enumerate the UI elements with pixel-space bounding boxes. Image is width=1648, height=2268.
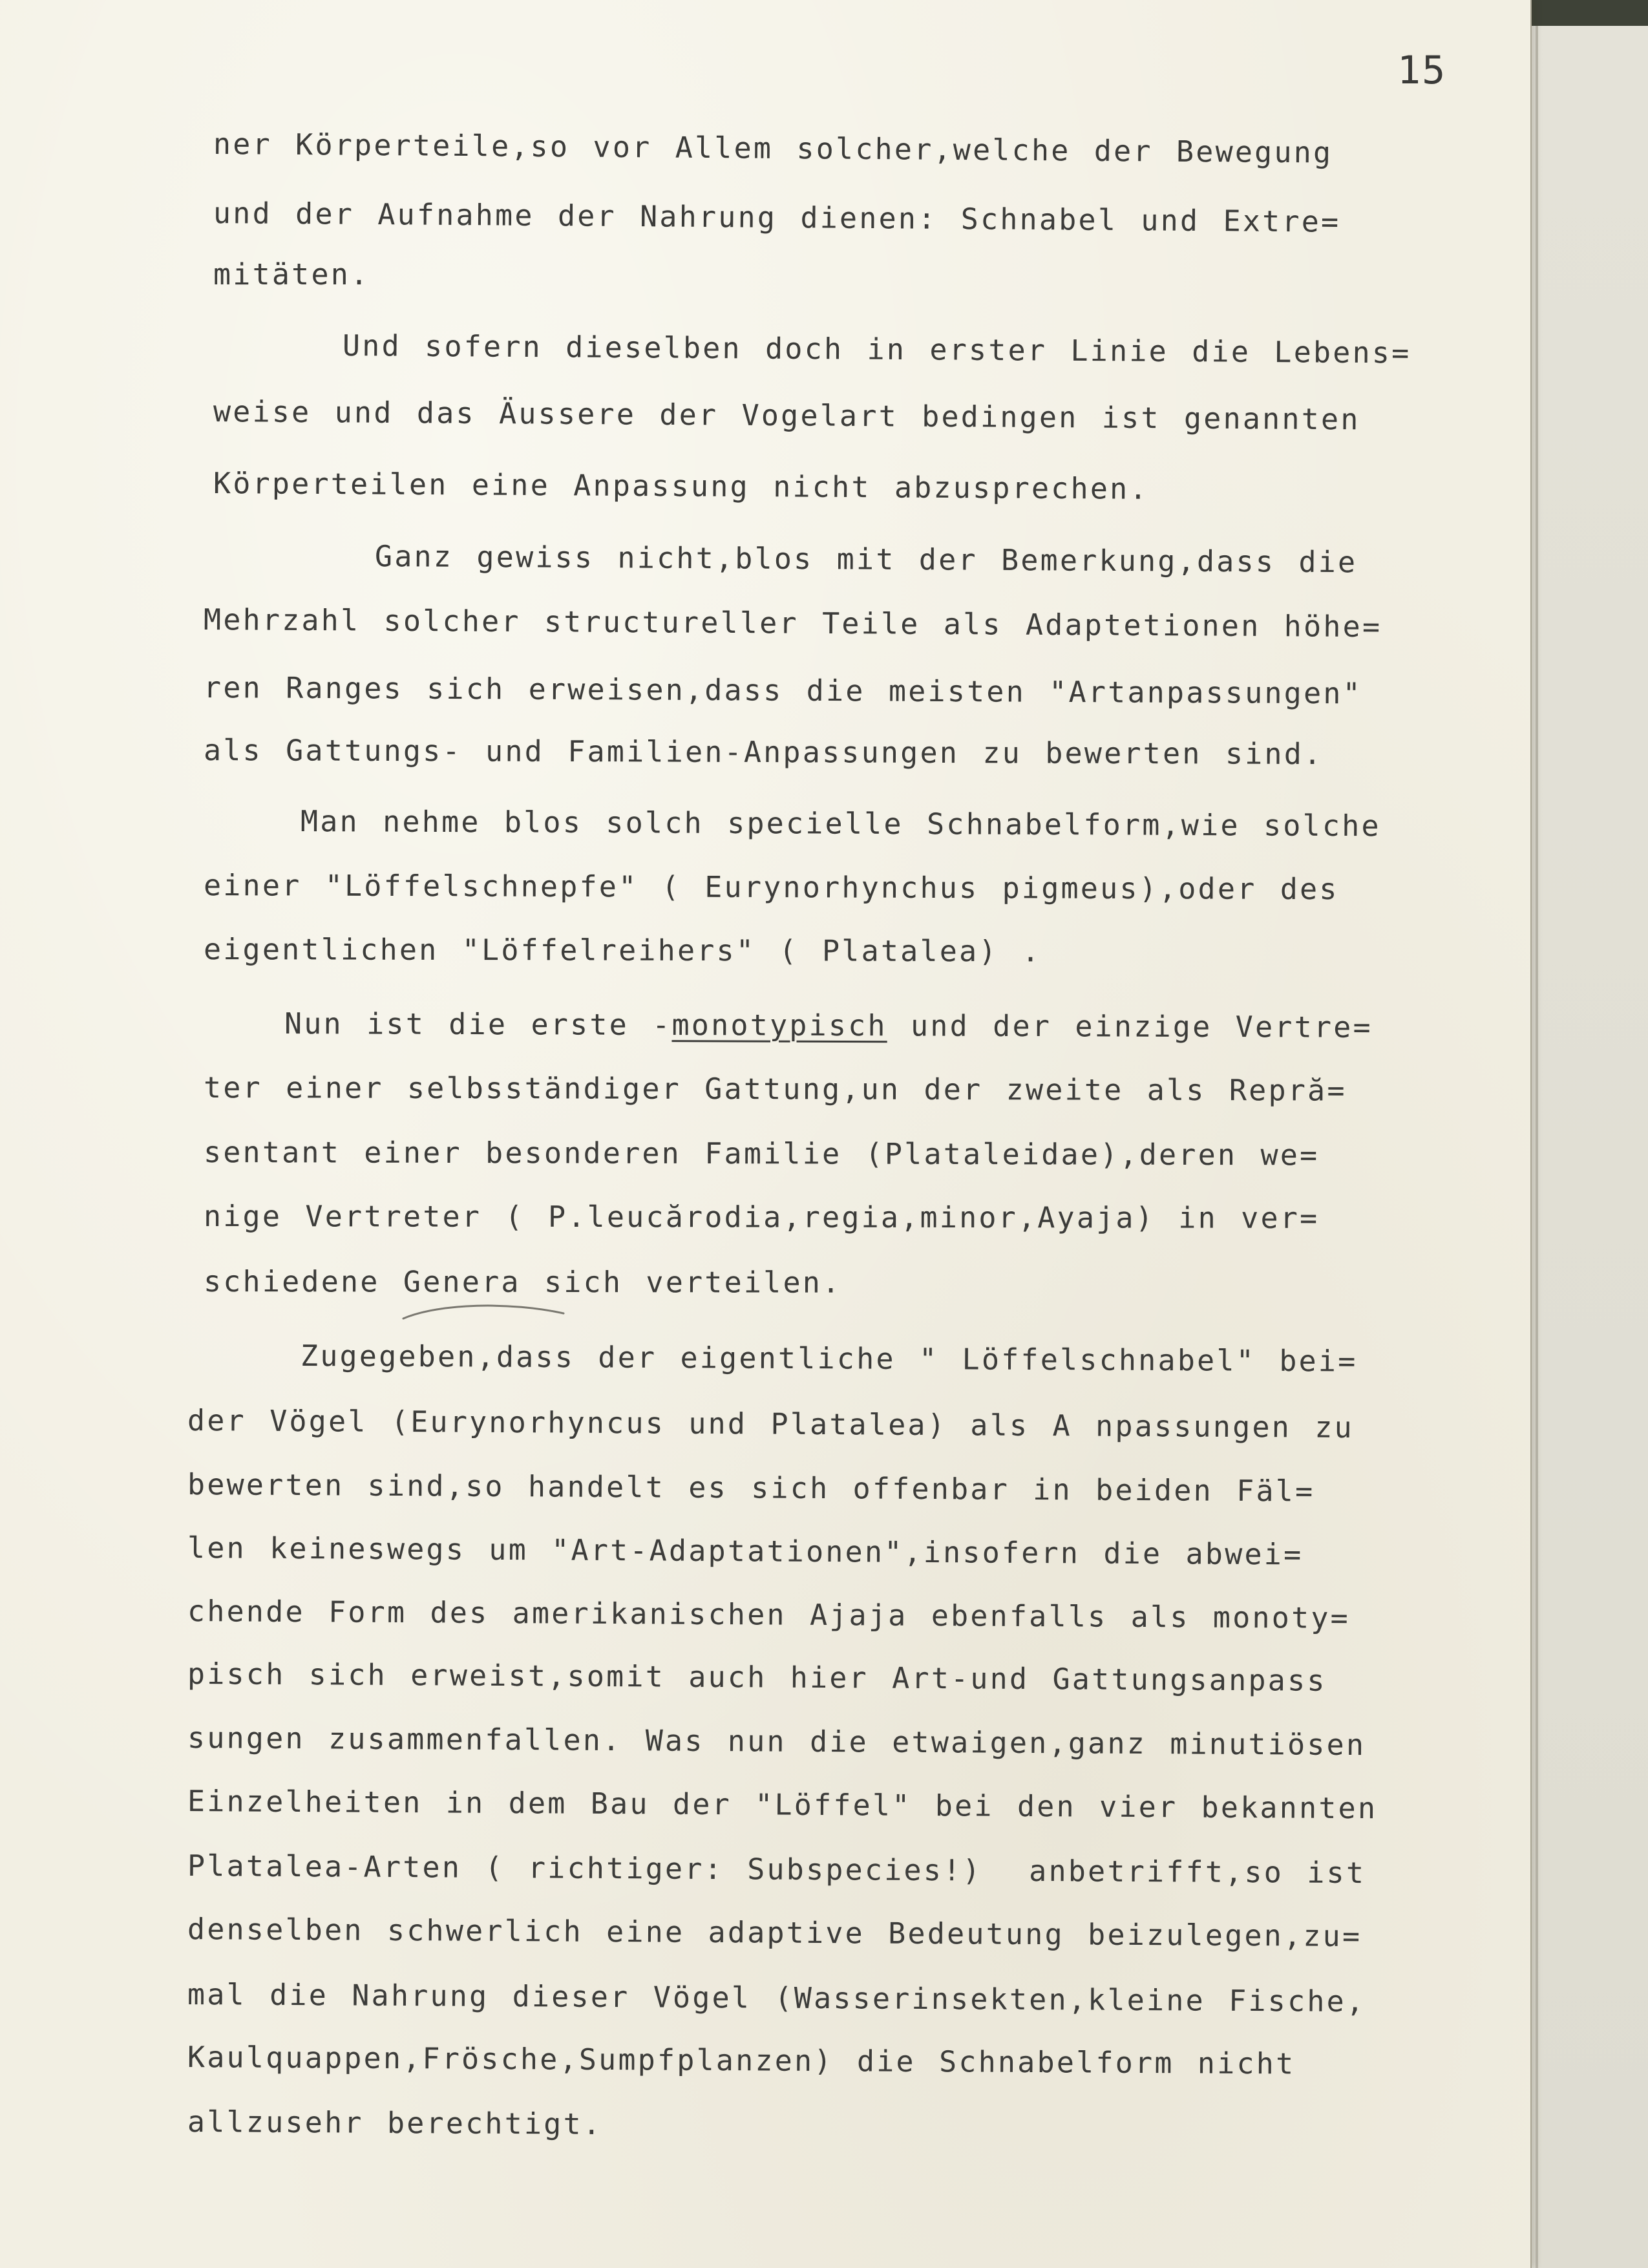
text-line: bewerten sind,so handelt es sich offenbar in beiden Fäl= (187, 1467, 1315, 1509)
text-line: Man nehme blos solch specielle Schnabelform,wie solche (300, 804, 1381, 843)
text-line: Kaulquappen,Frösche,Sumpfplanzen) die Schnabelform nicht (187, 2040, 1296, 2081)
underlined-word: monotypisch (671, 1008, 887, 1043)
text-segment: sich verteilen. (520, 1264, 842, 1300)
text-line: denselben schwerlich eine adaptive Bedeutung beizulegen,zu= (187, 1912, 1362, 1954)
text-line: Platalea-Arten ( richtiger: Subspecies!) anbetrifft,so ist (187, 1849, 1366, 1891)
text-line: als Gattungs- und Familien-Anpassungen zu bewerten sind. (203, 733, 1324, 772)
text-line: weise und das Äussere der Vogelart bedingen ist genannten (213, 394, 1360, 437)
text-line: sentant einer besonderen Familie (Plataleidae),deren we= (203, 1135, 1320, 1172)
text-segment: und der einzige Vertre= (887, 1008, 1373, 1044)
text-line: allzusehr berechtigt. (187, 2104, 603, 2141)
text-line: ner Körperteile,so vor Allem solcher,welche der Bewegung (213, 127, 1333, 170)
text-line: ren Ranges sich erweisen,dass die meisten "Artanpassungen" (203, 670, 1363, 711)
text-line: len keineswegs um "Art-Adaptationen",insofern die abwei= (187, 1531, 1304, 1572)
text-line: sungen zusammenfallen. Was nun die etwaigen,ganz minutiösen (187, 1721, 1366, 1763)
text-line: der Vögel (Eurynorhyncus und Platalea) als A npassungen zu (187, 1403, 1355, 1445)
text-line: Mehrzahl solcher structureller Teile als Adaptetionen höhe= (203, 602, 1382, 644)
text-line: Körperteilen eine Anpassung nicht abzusprechen. (213, 466, 1149, 506)
text-line (203, 1264, 842, 1300)
text-line: pisch sich erweist,somit auch hier Art-und Gattungsanpass (187, 1657, 1327, 1698)
text-line: Ganz gewiss nicht,blos mit der Bemerkung,dass die (374, 539, 1358, 580)
text-line: ter einer selbsständiger Gattung,un der zweite als Repră= (203, 1070, 1347, 1108)
text-line: und der Aufnahme der Nahrung dienen: Schnabel und Extre= (213, 196, 1341, 239)
scanner-edge (1532, 0, 1648, 2268)
text-line: eigentlichen "Löffelreihers" ( Platalea) . (203, 932, 1042, 969)
text-segment: Nun ist die erste - (284, 1006, 672, 1043)
text-line: Und sofern dieselben doch in erster Linie die Lebens= (342, 328, 1411, 370)
text-line: mitäten. (213, 257, 370, 291)
text-segment: schiedene (203, 1264, 403, 1299)
text-line: mal die Nahrung dieser Vögel (Wasserinsekten,kleine Fische, (187, 1977, 1366, 2019)
text-line (284, 1006, 1373, 1044)
page-number: 15 (1397, 48, 1447, 93)
pencil-underlined-word: Genera (403, 1264, 521, 1299)
text-line: nige Vertreter ( P.leucărodia,regia,minor,Ayaja) in ver= (203, 1199, 1320, 1236)
text-line: Zugegeben,dass der eigentliche " Löffelschnabel" bei= (300, 1339, 1358, 1379)
text-line: einer "Löffelschnepfe" ( Eurynorhynchus pigmeus),oder des (203, 868, 1339, 907)
scanner-edge-line (1536, 26, 1538, 2268)
text-line: chende Form des amerikanischen Ajaja ebenfalls als monoty= (187, 1594, 1351, 1635)
pencil-underline-mark (401, 1299, 569, 1325)
text-line: Einzelheiten in dem Bau der "Löffel" bei den vier bekannten (187, 1784, 1378, 1826)
